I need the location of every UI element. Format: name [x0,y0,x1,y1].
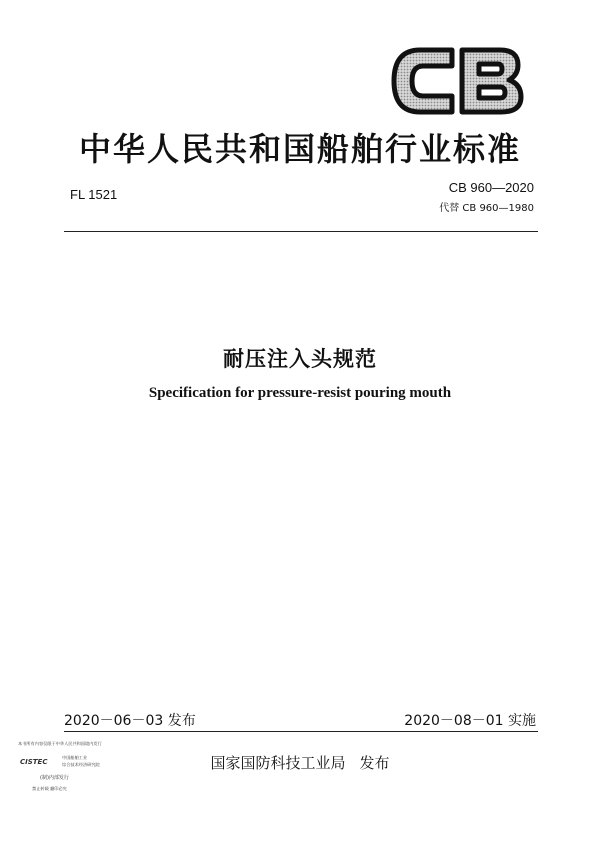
stamp-line: CISTEC [20,758,48,766]
standard-category-heading: 中华人民共和国船舶行业标准 [78,130,521,168]
bottom-divider [64,731,538,732]
document-title-cn: 耐压注入头规范 [223,347,377,371]
classification-code: FL 1521 [70,187,118,202]
stamp-line: 本书所有内容仅限于中华人民共和国境内发行 [18,741,102,746]
document-title-en: Specification for pressure-resist pouring mouth [148,385,452,401]
replaces-standard: 代替 CB 960—1980 [439,203,534,214]
implementation-date: 2020－08－01 实施 [404,713,536,729]
stamp-line: (制)内部发行 [40,775,69,781]
standard-number: CB 960—2020 [448,180,534,195]
publish-date: 2020－06－03 发布 [64,713,196,729]
stamp-line: 禁止转载 翻印必究 [32,786,67,791]
top-divider [64,231,538,232]
cb-logo [388,44,528,118]
issuer-name: 国家国防科技工业局 [210,754,346,772]
issuer-line [0,752,600,773]
stamp-line: 中国船舶工业 [62,755,88,760]
issuer-action: 发布 [359,754,390,772]
stamp-line: 综合技术经济研究院 [62,762,100,767]
